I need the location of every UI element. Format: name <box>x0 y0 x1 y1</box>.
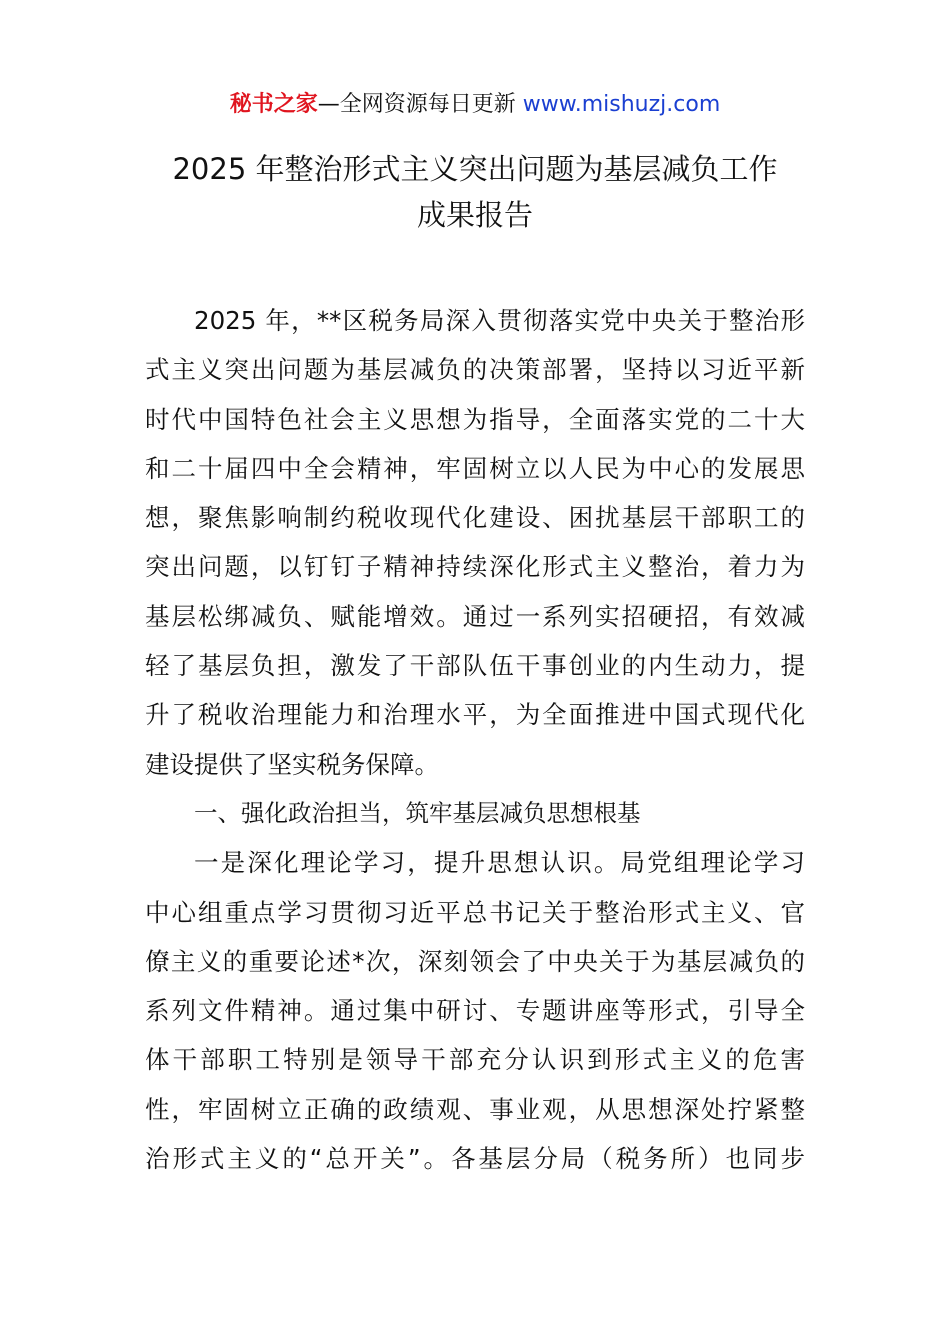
document-body <box>145 296 805 1183</box>
intro-line: 基层松绑减负、赋能增效。通过一系列实招硬招，有效减 <box>145 601 805 631</box>
section1-line: 一是深化理论学习，提升思想认识。局党组理论学习 <box>194 848 805 878</box>
intro-line: 式主义突出问题为基层减负的决策部署，坚持以习近平新 <box>145 355 805 385</box>
section1-line: 性，牢固树立正确的政绩观、事业观，从思想深处拧紧整 <box>145 1094 805 1124</box>
section1-line: 中心组重点学习贯彻习近平总书记关于整治形式主义、官 <box>145 897 805 927</box>
document-title <box>100 146 850 238</box>
section1-line: 治形式主义的“总开关”。各基层分局（税务所）也同步 <box>145 1144 805 1174</box>
intro-line: 和二十届四中全会精神，牢固树立以人民为中心的发展思 <box>145 453 805 483</box>
site-header <box>0 88 950 122</box>
intro-line: 时代中国特色社会主义思想为指导，全面落实党的二十大 <box>145 404 805 434</box>
intro-line: 2025 年，**区税务局深入贯彻落实党中央关于整治形 <box>194 306 805 335</box>
intro-line: 升了税收治理能力和治理水平，为全面推进中国式现代化 <box>145 700 805 730</box>
intro-line: 建设提供了坚实税务保障。 <box>145 749 439 779</box>
title-line-1: 2025 年整治形式主义突出问题为基层减负工作 <box>172 152 778 186</box>
intro-line: 突出问题，以钉钉子精神持续深化形式主义整治，着力为 <box>145 552 805 582</box>
section1-line: 体干部职工特别是领导干部充分认识到形式主义的危害 <box>145 1045 805 1075</box>
section1-line: 系列文件精神。通过集中研讨、专题讲座等形式，引导全 <box>145 996 805 1026</box>
intro-line: 想，聚焦影响制约税收现代化建设、困扰基层干部职工的 <box>145 503 805 533</box>
site-tagline: —全网资源每日更新 <box>317 92 523 117</box>
intro-line: 轻了基层负担，激发了干部队伍干事创业的内生动力，提 <box>145 651 805 681</box>
title-line-2: 成果报告 <box>416 198 533 232</box>
section-heading: 一、强化政治担当，筑牢基层减负思想根基 <box>194 798 641 827</box>
site-name: 秘书之家 <box>229 92 318 117</box>
section1-line: 僚主义的重要论述*次，深刻领会了中央关于为基层减负的 <box>145 946 805 976</box>
site-url-link[interactable]: www.mishuzj.com <box>522 92 721 117</box>
